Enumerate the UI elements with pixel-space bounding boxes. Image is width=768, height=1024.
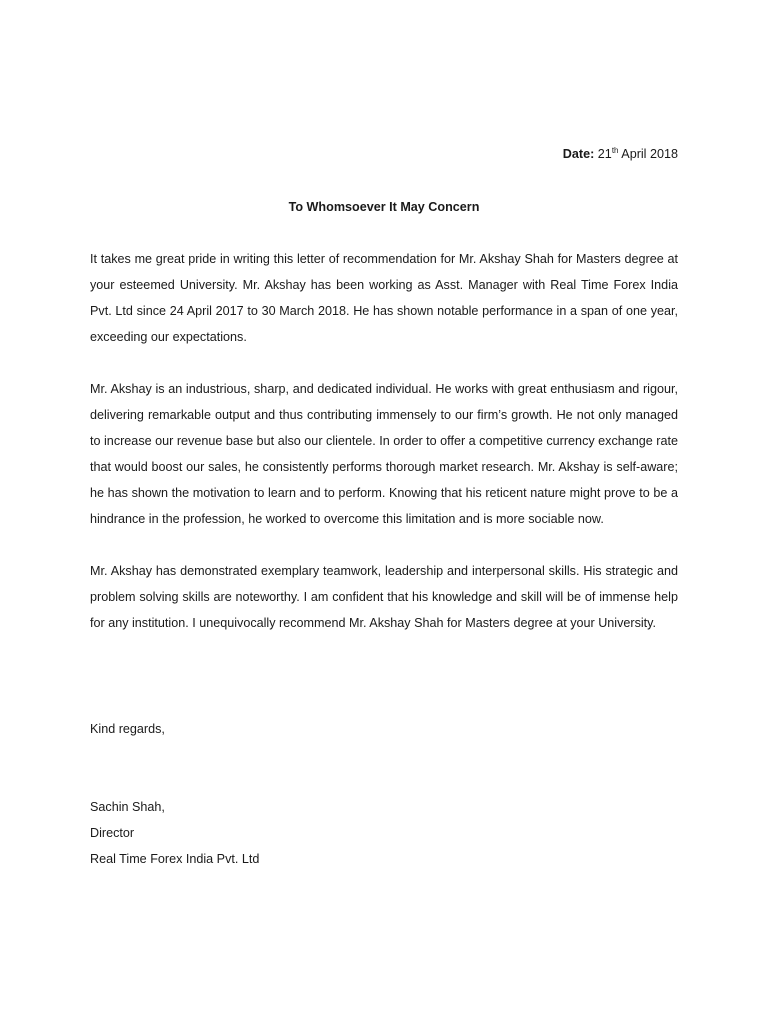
- signature-block: [90, 794, 259, 872]
- letter-subject: To Whomsoever It May Concern: [288, 200, 480, 214]
- paragraph-recommendation: Mr. Akshay has demonstrated exemplary teamwork, leadership and interpersonal skills. His strategic and problem solving skills are noteworthy. I am confident that his knowledge and skill will be of immense help for any institution. I unequivocally recommend Mr. Akshay Shah for Masters degree at your University.: [90, 564, 678, 630]
- letter-body: [90, 246, 678, 662]
- paragraph-introduction: It takes me great pride in writing this letter of recommendation for Mr. Akshay Shah for Masters degree at your esteemed University. Mr. Akshay has been working as Asst. Manager with Real Time Forex India Pvt. Ltd since 24 April 2017 to 30 March 2018. He has shown notable performance in a span of one year, exceeding our expectations.: [90, 252, 678, 344]
- date-suffix: th: [611, 145, 619, 155]
- signatory-company: Real Time Forex India Pvt. Ltd: [90, 852, 260, 866]
- paragraph-qualities: Mr. Akshay is an industrious, sharp, and dedicated individual. He works with great enthusiasm and rigour, delivering remarkable output and thus contributing immensely to our firm’s growth. He not only managed to increase our revenue base but also our clientele. In order to offer a competitive currency exchange rate that would boost our sales, he consistently performs thorough market research. Mr. Akshay is self-aware; he has shown the motivation to learn and to perform. Knowing that his reticent nature might prove to be a hindrance in the profession, he worked to overcome this limitation and is more sociable now.: [90, 382, 678, 526]
- signatory-title: Director: [90, 826, 135, 840]
- date-label: Date:: [562, 147, 595, 161]
- date-day: 21: [597, 147, 612, 161]
- signatory-name: Sachin Shah,: [90, 800, 165, 814]
- letter-date: [563, 145, 678, 163]
- date-month-year: April 2018: [618, 147, 678, 161]
- closing-line: Kind regards,: [90, 722, 165, 736]
